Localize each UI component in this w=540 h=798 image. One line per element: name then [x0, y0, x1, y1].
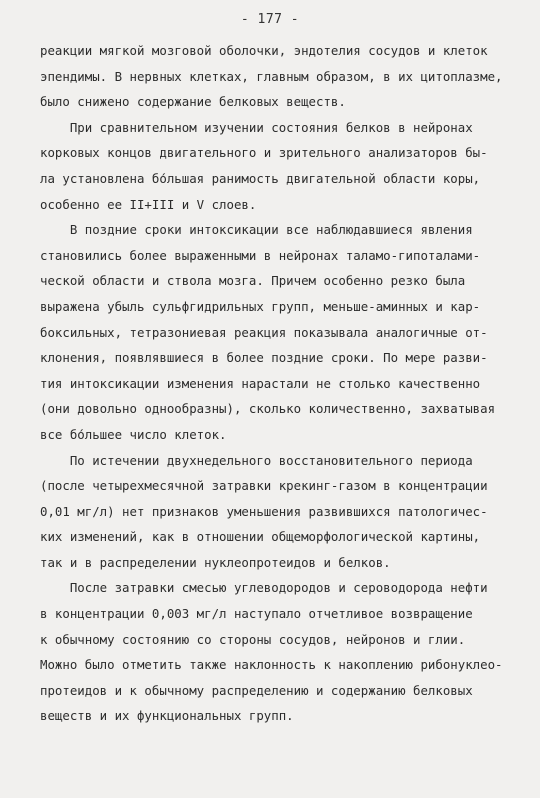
text-line: протеидов и к обычному распределению и содержанию белковых [40, 682, 473, 698]
body-text [40, 38, 520, 729]
text-line: становились более выраженными в нейронах таламо-гипоталами- [40, 247, 481, 263]
text-line: было снижено содержание белковых веществ. [40, 94, 346, 110]
paragraph [40, 575, 520, 729]
text-line: ла установлена бо́льшая ранимость двигательной области коры, [40, 170, 481, 186]
text-line: особенно ее II+III и V слоев. [40, 196, 257, 212]
paragraph [40, 448, 520, 576]
text-line: По истечении двухнедельного восстановительного периода [40, 452, 473, 468]
text-line: тия интоксикации изменения нарастали не столько качественно [40, 375, 481, 391]
text-line: так и в распределении нуклеопротеидов и белков. [40, 554, 391, 570]
text-line: (они довольно однообразны), сколько количественно, захватывая [40, 401, 496, 417]
text-line: В поздние сроки интоксикации все наблюдавшиеся явления [40, 222, 473, 238]
paragraph [40, 217, 520, 447]
text-line: ких изменений, как в отношении общеморфологической картины, [40, 529, 481, 545]
text-line: к обычному состоянию со стороны сосудов, нейронов и глии. [40, 631, 466, 647]
paragraph [40, 115, 520, 217]
page-number: - 177 - [240, 12, 300, 27]
text-line: После затравки смесью углеводородов и сероводорода нефти [40, 580, 488, 596]
paragraph [40, 38, 520, 115]
text-line: Можно было отметить также наклонность к накоплению рибонуклео- [40, 657, 503, 673]
text-line: боксильных, тетразониевая реакция показывала аналогичные от- [40, 324, 488, 340]
text-line: веществ и их функциональных групп. [40, 708, 294, 724]
text-line: корковых концов двигательного и зрительного анализаторов бы- [40, 145, 488, 161]
text-line: выражена убыль сульфгидрильных групп, меньше-аминных и кар- [40, 298, 481, 314]
text-line: 0,01 мг/л) нет признаков уменьшения развившихся патологичес- [40, 503, 488, 519]
text-line: ческой области и ствола мозга. Причем особенно резко была [40, 273, 466, 289]
text-line: все бо́льшее число клеток. [40, 426, 227, 442]
text-line: эпендимы. В нервных клетках, главным образом, в их цитоплазме, [40, 68, 503, 84]
text-line: При сравнительном изучении состояния белков в нейронах [40, 119, 473, 135]
text-line: реакции мягкой мозговой оболочки, эндотелия сосудов и клеток [40, 43, 488, 58]
text-line: (после четырехмесячной затравки крекинг-газом в концентрации [40, 478, 488, 494]
text-line: клонения, появлявшиеся в более поздние сроки. По мере разви- [40, 350, 488, 366]
text-line: в концентрации 0,003 мг/л наступало отчетливое возвращение [40, 606, 473, 622]
